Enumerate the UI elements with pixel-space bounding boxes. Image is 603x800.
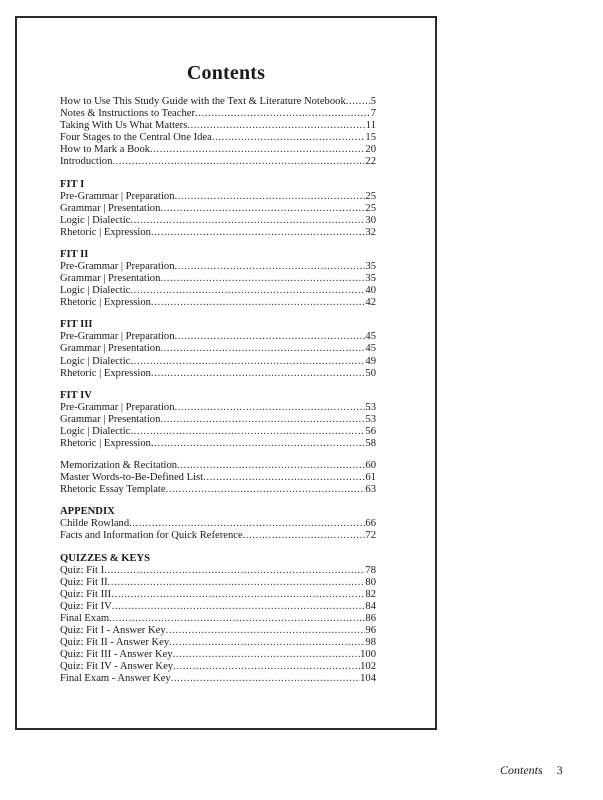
toc-entry-label: Rhetoric | Expression — [60, 226, 151, 238]
toc-entry-label: Grammar | Presentation — [60, 413, 161, 425]
toc-entry-page-number: 58 — [365, 437, 376, 449]
toc-entry-label: Pre-Grammar | Preparation — [60, 331, 175, 343]
page-border-top — [15, 16, 437, 18]
toc-entry-label: Quiz: Fit IV — [60, 600, 112, 612]
dot-leader — [130, 215, 365, 227]
toc-entry-page-number: 15 — [365, 132, 376, 144]
toc-entry-page-number: 82 — [365, 588, 376, 600]
footer-section-label: Contents — [500, 763, 543, 777]
toc-entry[interactable] — [60, 108, 376, 120]
toc-entry-page-number: 100 — [360, 649, 376, 661]
dot-leader — [173, 649, 360, 661]
toc-entry-label: Grammar | Presentation — [60, 202, 161, 214]
toc-entry[interactable] — [60, 343, 376, 355]
toc-entry[interactable] — [60, 565, 376, 577]
toc-entry[interactable] — [60, 227, 376, 239]
dot-leader — [175, 331, 366, 343]
dot-leader — [108, 577, 366, 589]
toc-group — [60, 249, 376, 309]
dot-leader — [166, 484, 366, 496]
toc-entry-label: Four Stages to the Central One Idea — [60, 132, 212, 144]
toc-entry-label: Quiz: Fit II - Answer Key — [60, 637, 170, 649]
toc-entry-page-number: 53 — [365, 401, 376, 413]
toc-entry[interactable] — [60, 426, 376, 438]
toc-entry-label: Pre-Grammar | Preparation — [60, 190, 175, 202]
toc-entry-page-number: 61 — [365, 472, 376, 484]
toc-entry[interactable] — [60, 261, 376, 273]
toc-entry-page-number: 22 — [365, 156, 376, 168]
dot-leader — [129, 518, 365, 530]
toc-entry-page-number: 35 — [365, 273, 376, 285]
toc-entry-label: Taking With Us What Matters — [60, 120, 188, 132]
toc-entry[interactable] — [60, 530, 376, 542]
toc-entry-page-number: 20 — [365, 144, 376, 156]
toc-entry-label: Logic | Dialectic — [60, 214, 131, 226]
toc-entry-label: How to Mark a Book — [60, 144, 151, 156]
toc-entry-page-number: 84 — [365, 600, 376, 612]
toc-entry[interactable] — [60, 285, 376, 297]
dot-leader — [112, 156, 365, 168]
toc-entry-label: Quiz: Fit III — [60, 588, 112, 600]
dot-leader — [130, 285, 365, 297]
toc-entry[interactable] — [60, 438, 376, 450]
toc-entry[interactable] — [60, 460, 376, 472]
toc-entry-label: How to Use This Study Guide with the Text & Literature Notebook — [60, 96, 346, 107]
dot-leader — [160, 343, 365, 355]
toc-entry[interactable] — [60, 661, 376, 673]
toc-section-heading: FIT IV — [60, 389, 92, 401]
toc-entry-label: Rhetoric | Expression — [60, 367, 151, 379]
toc-entry-page-number: 60 — [365, 460, 376, 472]
toc-group — [60, 506, 376, 542]
toc-entry[interactable] — [60, 402, 376, 414]
toc-entry-page-number: 78 — [365, 564, 376, 576]
dot-leader — [175, 191, 366, 203]
toc-entry-page-number: 42 — [365, 297, 376, 309]
toc-entry-page-number: 98 — [365, 637, 376, 649]
toc-entry[interactable] — [60, 649, 376, 661]
dot-leader — [173, 661, 360, 673]
page-border-bottom — [15, 728, 437, 730]
toc-entry-label: Rhetoric Essay Template — [60, 484, 166, 496]
toc-entry[interactable] — [60, 625, 376, 637]
toc-entry-label: Memorization & Recitation — [60, 460, 178, 472]
toc-entry-page-number: 35 — [365, 260, 376, 272]
toc-entry-label: Grammar | Presentation — [60, 273, 161, 285]
toc-entry-label: Quiz: Fit I - Answer Key — [60, 625, 166, 636]
toc-entry-page-number: 80 — [365, 576, 376, 588]
toc-entry-page-number: 45 — [365, 331, 376, 343]
toc-entry[interactable] — [60, 601, 376, 613]
toc-entry-page-number: 11 — [365, 120, 376, 132]
toc-entry-page-number: 63 — [365, 484, 376, 496]
dot-leader — [111, 589, 365, 601]
toc-entry[interactable] — [60, 144, 376, 156]
toc-group — [60, 553, 376, 686]
toc-entry-page-number: 72 — [365, 530, 376, 542]
toc-entry[interactable] — [60, 203, 376, 215]
toc-entry-label: Final Exam — [60, 612, 110, 624]
dot-leader — [151, 368, 365, 380]
toc-group — [60, 390, 376, 450]
toc-entry-label: Logic | Dialectic — [60, 355, 131, 367]
toc-section-heading: QUIZZES & KEYS — [60, 552, 151, 564]
dot-leader — [151, 227, 365, 239]
page-footer — [500, 763, 563, 778]
toc-entry[interactable] — [60, 191, 376, 203]
toc-entry[interactable] — [60, 518, 376, 530]
toc-entry[interactable] — [60, 156, 376, 168]
toc-entry-page-number: 50 — [365, 367, 376, 379]
toc-entry-label: Final Exam - Answer Key — [60, 673, 171, 685]
toc-entry-page-number: 96 — [365, 625, 376, 636]
toc-entry[interactable] — [60, 472, 376, 484]
toc-section-heading: FIT III — [60, 319, 93, 331]
toc-entry[interactable] — [60, 484, 376, 496]
toc-entry-page-number: 25 — [365, 202, 376, 214]
dot-leader — [166, 625, 366, 637]
dot-leader — [169, 637, 365, 649]
toc-entry-page-number: 86 — [365, 612, 376, 624]
dot-leader — [175, 261, 366, 273]
toc-entry[interactable] — [60, 589, 376, 601]
page-title: Contents — [186, 62, 266, 84]
dot-leader — [171, 673, 360, 685]
page-border-left — [15, 16, 17, 730]
toc-entry[interactable] — [60, 120, 376, 132]
toc-entry-label: Logic | Dialectic — [60, 285, 131, 297]
toc-entry-page-number: 40 — [365, 285, 376, 297]
toc-entry-page-number: 5 — [370, 96, 376, 107]
dot-leader — [346, 96, 371, 108]
toc-entry[interactable] — [60, 297, 376, 309]
toc-entry-label: Quiz: Fit I — [60, 564, 105, 576]
toc-entry[interactable] — [60, 331, 376, 343]
toc-entry[interactable] — [60, 132, 376, 144]
toc-entry-label: Facts and Information for Quick Reference — [60, 530, 243, 542]
toc-group — [60, 96, 376, 169]
toc-entry-page-number: 45 — [365, 343, 376, 355]
toc-entry[interactable] — [60, 273, 376, 285]
toc-section-heading: APPENDIX — [60, 506, 115, 518]
toc-entry-label: Logic | Dialectic — [60, 425, 131, 437]
toc-entry-page-number: 25 — [365, 190, 376, 202]
toc-entry-page-number: 56 — [365, 425, 376, 437]
toc-entry-page-number: 104 — [360, 673, 376, 685]
toc-entry[interactable] — [60, 368, 376, 380]
toc-entry-label: Childe Rowland — [60, 518, 130, 530]
dot-leader — [130, 426, 365, 438]
toc-entry-label: Grammar | Presentation — [60, 343, 161, 355]
toc-entry-label: Rhetoric | Expression — [60, 297, 151, 309]
dot-leader — [212, 132, 366, 144]
dot-leader — [175, 402, 366, 414]
toc-entry-label: Introduction — [60, 156, 113, 168]
toc-entry[interactable] — [60, 613, 376, 625]
dot-leader — [150, 144, 365, 156]
dot-leader — [109, 613, 365, 625]
dot-leader — [243, 530, 366, 542]
dot-leader — [160, 414, 365, 426]
toc-entry[interactable] — [60, 673, 376, 685]
toc-entry-page-number: 7 — [370, 108, 376, 120]
toc-section-heading: FIT II — [60, 248, 89, 260]
toc-entry[interactable] — [60, 96, 376, 108]
toc-entry-page-number: 32 — [365, 226, 376, 238]
toc-entry[interactable] — [60, 414, 376, 426]
toc-entry[interactable] — [60, 215, 376, 227]
toc-entry-label: Quiz: Fit II — [60, 576, 108, 588]
footer-page-number: 3 — [556, 763, 563, 777]
dot-leader — [112, 601, 366, 613]
toc-entry-label: Rhetoric | Expression — [60, 437, 151, 449]
toc-section-heading: FIT I — [60, 178, 85, 190]
toc-entry-page-number: 49 — [365, 355, 376, 367]
page-border-right — [435, 16, 437, 730]
dot-leader — [160, 273, 365, 285]
toc-entry[interactable] — [60, 637, 376, 649]
toc-entry[interactable] — [60, 577, 376, 589]
toc-entry-page-number: 30 — [365, 214, 376, 226]
dot-leader — [130, 356, 365, 368]
toc-entry-label: Master Words-to-Be-Defined List — [60, 472, 204, 484]
dot-leader — [151, 438, 365, 450]
dot-leader — [203, 472, 365, 484]
toc-entry-label: Quiz: Fit III - Answer Key — [60, 649, 173, 661]
toc-group — [60, 319, 376, 379]
toc-group — [60, 179, 376, 239]
toc-group — [60, 460, 376, 496]
toc-entry-label: Pre-Grammar | Preparation — [60, 260, 175, 272]
toc-entry[interactable] — [60, 356, 376, 368]
dot-leader — [195, 108, 371, 120]
toc-entry-page-number: 102 — [360, 661, 376, 673]
toc-entry-label: Quiz: Fit IV - Answer Key — [60, 661, 174, 673]
dot-leader — [187, 120, 365, 132]
toc-entry-label: Notes & Instructions to Teacher — [60, 108, 195, 120]
toc-entry-label: Pre-Grammar | Preparation — [60, 401, 175, 413]
toc-entry-page-number: 53 — [365, 413, 376, 425]
table-of-contents — [60, 96, 376, 695]
dot-leader — [160, 203, 365, 215]
dot-leader — [177, 460, 365, 472]
toc-entry-page-number: 66 — [365, 518, 376, 530]
dot-leader — [104, 565, 365, 577]
dot-leader — [151, 297, 365, 309]
